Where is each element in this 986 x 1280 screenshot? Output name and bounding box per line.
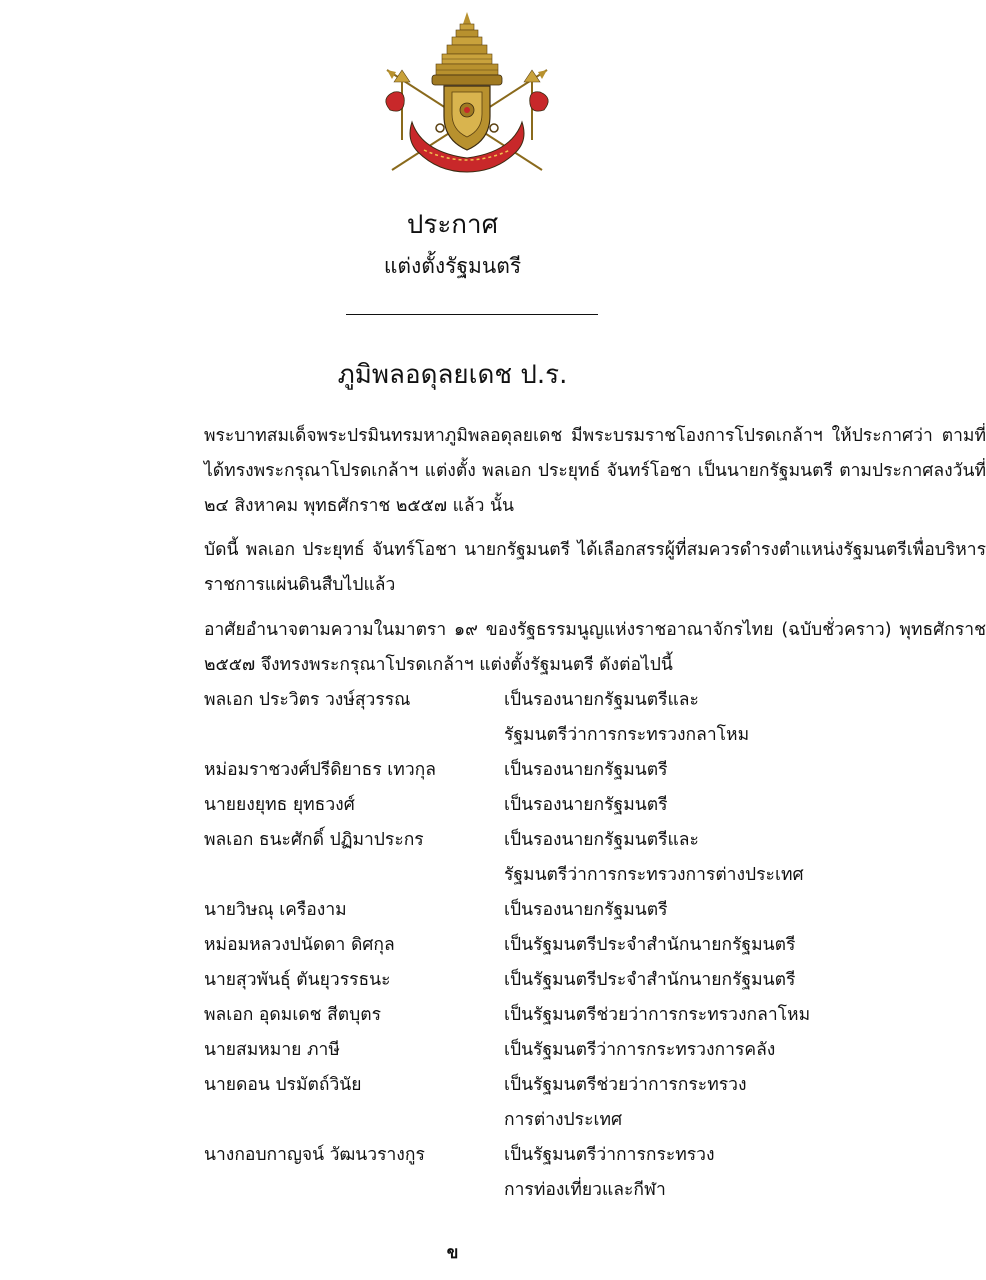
- appointee-position: เป็นรองนายกรัฐมนตรีและ รัฐมนตรีว่าการกระทรวงกลาโหม: [504, 690, 750, 745]
- appointee-name: พลเอก อุดมเดช สีตบุตร: [204, 1005, 382, 1025]
- appointee-name: หม่อมราชวงศ์ปรีดิยาธร เทวกุล: [204, 760, 436, 780]
- list-item: [204, 788, 884, 823]
- appointee-position: เป็นรองนายกรัฐมนตรี: [504, 900, 668, 920]
- appointee-name: หม่อมหลวงปนัดดา ดิศกุล: [204, 935, 395, 955]
- appointee-name: นายวิษณุ เครืองาม: [204, 900, 347, 920]
- page-subtitle: แต่งตั้งรัฐมนตรี: [383, 254, 522, 278]
- list-item: [204, 963, 884, 998]
- royal-signature-name: ภูมิพลอดุลยเดช ป.ร.: [337, 360, 568, 390]
- paragraph-selection: บัดนี้ พลเอก ประยุทธ์ จันทร์โอชา นายกรัฐมนตรี ได้เลือกสรรผู้ที่สมควรดำรงตำแหน่งรัฐมนตรีเพื่อบริหารราชการแผ่นดินสืบไปแล้ว: [204, 540, 986, 595]
- list-item: [204, 753, 884, 788]
- paragraph-proclamation: พระบาทสมเด็จพระปรมินทรมหาภูมิพลอดุลยเดช มีพระบรมราชโองการโปรดเกล้าฯ ให้ประกาศว่า ตามที่ได้ทรงพระกรุณาโปรดเกล้าฯ แต่งตั้ง พลเอก ประยุทธ์ จันทร์โอชา เป็นนายกรัฐมนตรี ตามประกาศลงวันที่ ๒๔ สิงหาคม พุทธศักราช ๒๕๕๗ แล้ว นั้น: [204, 426, 986, 516]
- appointee-name: นางกอบกาญจน์ วัฒนวรางกูร: [204, 1145, 425, 1165]
- appointee-position: เป็นรัฐมนตรีว่าการกระทรวงการคลัง: [504, 1040, 776, 1060]
- page-title: ประกาศ: [406, 210, 499, 240]
- page-number: ข: [446, 1243, 459, 1263]
- list-item: [204, 893, 884, 928]
- list-item: [204, 1068, 884, 1138]
- appointee-name: นายยงยุทธ ยุทธวงศ์: [204, 795, 355, 815]
- title-divider: [346, 314, 598, 315]
- list-item: [204, 823, 884, 893]
- appointee-name: นายดอน ปรมัตถ์วินัย: [204, 1075, 362, 1095]
- appointee-name: พลเอก ธนะศักดิ์ ปฏิมาประกร: [204, 830, 424, 850]
- appointment-list: [204, 683, 884, 1208]
- list-item: [204, 1033, 884, 1068]
- appointee-position: เป็นรองนายกรัฐมนตรี: [504, 760, 668, 780]
- appointee-position: เป็นรัฐมนตรีว่าการกระทรวง การท่องเที่ยวและกีฬา: [504, 1145, 715, 1200]
- appointee-name: พลเอก ประวิตร วงษ์สุวรรณ: [204, 690, 411, 710]
- paragraph-authority: อาศัยอำนาจตามความในมาตรา ๑๙ ของรัฐธรรมนูญแห่งราชอาณาจักรไทย (ฉบับชั่วคราว) พุทธศักราช ๒๕๕๗ จึงทรงพระกรุณาโปรดเกล้าฯ แต่งตั้งรัฐมนตรี ดังต่อไปนี้: [204, 620, 986, 675]
- appointee-name: นายสุวพันธุ์ ตันยุวรรธนะ: [204, 970, 391, 990]
- royal-emblem-icon: [372, 10, 562, 180]
- appointee-position: เป็นรองนายกรัฐมนตรี: [504, 795, 668, 815]
- list-item: [204, 998, 884, 1033]
- appointee-position: เป็นรัฐมนตรีช่วยว่าการกระทรวง การต่างประเทศ: [504, 1075, 747, 1130]
- list-item: [204, 928, 884, 963]
- list-item: [204, 1138, 884, 1208]
- appointee-position: เป็นรัฐมนตรีประจำสำนักนายกรัฐมนตรี: [504, 970, 796, 990]
- appointee-position: เป็นรองนายกรัฐมนตรีและ รัฐมนตรีว่าการกระทรวงการต่างประเทศ: [504, 830, 804, 885]
- appointee-position: เป็นรัฐมนตรีช่วยว่าการกระทรวงกลาโหม: [504, 1005, 811, 1025]
- appointee-position: เป็นรัฐมนตรีประจำสำนักนายกรัฐมนตรี: [504, 935, 796, 955]
- appointee-name: นายสมหมาย ภาษี: [204, 1040, 340, 1060]
- list-item: [204, 683, 884, 753]
